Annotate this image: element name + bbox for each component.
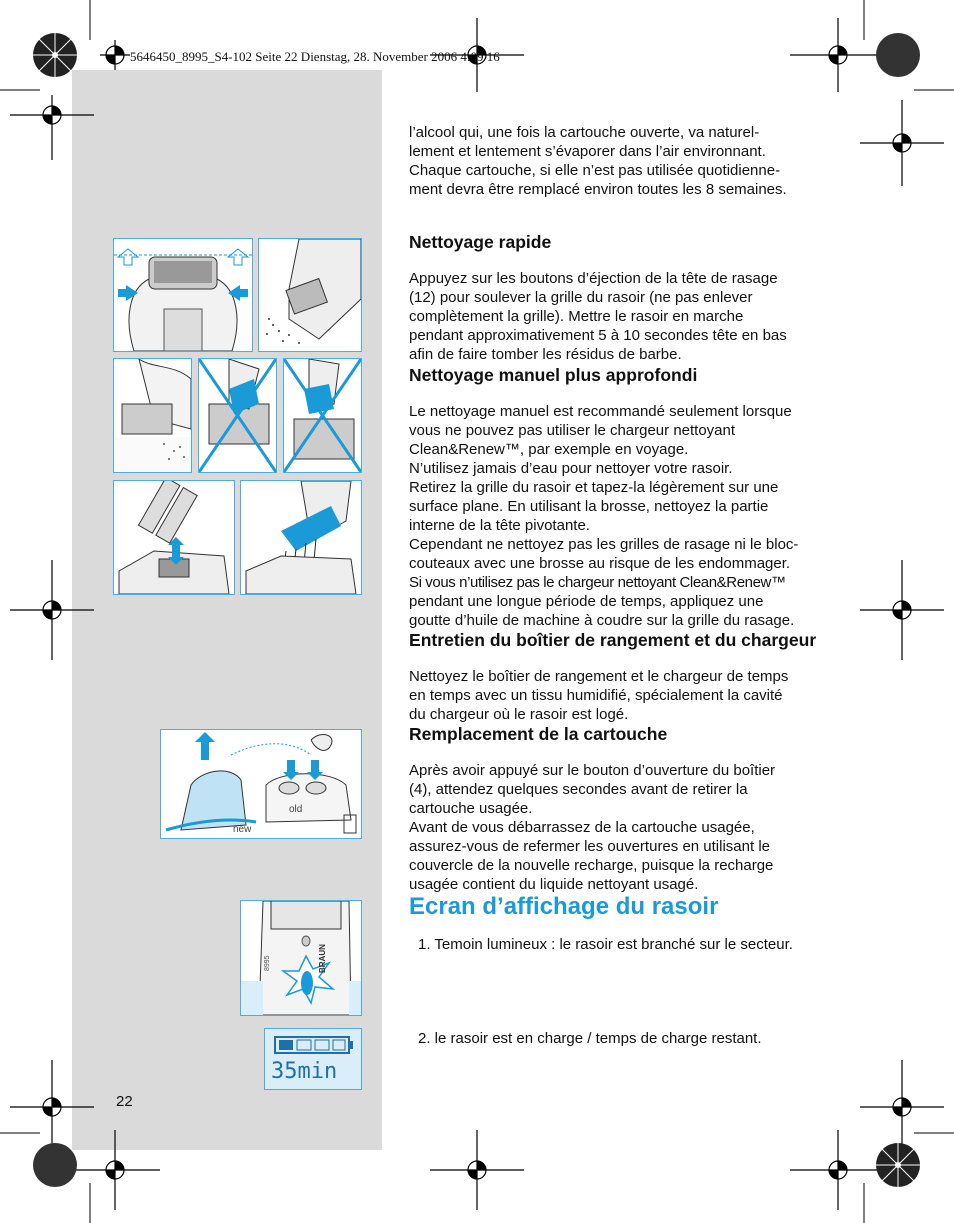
shaver-model-text: 8995: [264, 955, 271, 971]
section-line: (12) pour soulever la grille du rasoir (ne pas enlever: [409, 289, 753, 307]
shaver-brand-text: BRAUN: [318, 944, 327, 973]
figure-shaver-indicator: [240, 900, 362, 1016]
print-slug: 5646450_8995_S4-102 Seite 22 Dienstag, 28. November 2006 4:09 16: [130, 49, 500, 64]
section-line: Le nettoyage manuel est recommandé seulement lorsque: [409, 403, 792, 421]
page-number: 22: [116, 1093, 133, 1110]
figure-shaver-upside-down: [258, 238, 362, 352]
section-line: Cependant ne nettoyez pas les grilles de rasage ni le bloc-: [409, 536, 799, 554]
section-line: Après avoir appuyé sur le bouton d’ouverture du boîtier: [409, 762, 776, 780]
section-line: Appuyez sur les boutons d’éjection de la tête de rasage: [409, 270, 778, 288]
section-line: en temps avec un tissu humidifié, spécialement la cavité: [409, 687, 783, 705]
section-line: couteaux avec une brosse au risque de les endommager.: [409, 555, 791, 573]
figure-cartridge-replacement: [160, 729, 362, 839]
section-line: Nettoyez le boîtier de rangement et le chargeur de temps: [409, 668, 789, 686]
figure-no-brush-cutter: [283, 358, 362, 473]
label-new: new: [233, 824, 252, 835]
section-cartridge-replacement: [409, 707, 839, 894]
section-line: N’utilisez jamais d’eau pour nettoyer votre rasoir.: [409, 460, 733, 478]
section-line: du chargeur où le rasoir est logé.: [409, 706, 629, 724]
lcd-charge-display: [264, 1028, 362, 1090]
intro-line: l’alcool qui, une fois la cartouche ouverte, va naturel-: [409, 124, 760, 141]
section-line: afin de faire tomber les résidus de barbe.: [409, 346, 682, 364]
lcd-time-remaining: 35min: [271, 1059, 338, 1084]
battery-icon: [265, 1029, 361, 1059]
section-line: assurez-vous de refermer les ouvertures en utilisant le: [409, 838, 770, 856]
intro-line: ment devra être remplacé environ toutes les 8 semaines.: [409, 181, 787, 198]
intro-line: Chaque cartouche, si elle n’est pas utilisée quotidienne-: [409, 162, 781, 179]
section-line: usagée contient du liquide nettoyant usagé.: [409, 876, 699, 894]
figure-tap-foil: [113, 358, 192, 473]
section-line: Avant de vous débarrassez de la cartouche usagée,: [409, 819, 755, 837]
label-old: old: [289, 804, 303, 815]
section-heading: Nettoyage rapide: [409, 231, 552, 252]
section-line: cartouche usagée.: [409, 800, 533, 818]
figure-remove-cutter-block: [113, 480, 235, 595]
section-line: Retirez la grille du rasoir et tapez-la légèrement sur une: [409, 479, 779, 497]
intro-paragraph: [409, 123, 839, 199]
section-line: vous ne pouvez pas utiliser le chargeur nettoyant: [409, 422, 736, 440]
section-heading: Remplacement de la cartouche: [409, 723, 668, 744]
figure-eject-shaving-head: [113, 238, 253, 352]
section-manual-cleaning: [409, 348, 839, 630]
section-line: pendant une longue période de temps, appliquez une: [409, 593, 764, 611]
figure-no-brush-foil: [198, 358, 277, 473]
section-title-display: Ecran d’affichage du rasoir: [409, 893, 719, 920]
section-line: complètement la grille). Mettre le rasoir en marche: [409, 308, 744, 326]
section-line: pendant approximativement 5 à 10 secondes tête en bas: [409, 327, 787, 345]
section-line: goutte d’huile de machine à coudre sur la grille du rasage.: [409, 612, 795, 630]
display-item-1: 1. Temoin lumineux : le rasoir est branché sur le secteur.: [418, 936, 793, 953]
section-heading: Entretien du boîtier de rangement et du chargeur: [409, 629, 817, 650]
section-line: interne de la tête pivotante.: [409, 517, 590, 535]
display-item-2: 2. le rasoir est en charge / temps de charge restant.: [418, 1030, 762, 1047]
section-line: surface plane. En utilisant la brosse, nettoyez la partie: [409, 498, 769, 516]
figure-brush-shaving-head: [240, 480, 362, 595]
section-line: Clean&Renew™, par exemple en voyage.: [409, 441, 689, 459]
section-quick-cleaning: [409, 215, 839, 364]
section-line: Si vous n’utilisez pas le chargeur nettoyant Clean&Renew™: [409, 574, 786, 592]
section-line: couvercle de la nouvelle recharge, puisque la recharge: [409, 857, 774, 875]
section-heading: Nettoyage manuel plus approfondi: [409, 364, 698, 385]
intro-line: lement et lentement s’évaporer dans l’air environnant.: [409, 143, 766, 160]
section-line: (4), attendez quelques secondes avant de retirer la: [409, 781, 748, 799]
